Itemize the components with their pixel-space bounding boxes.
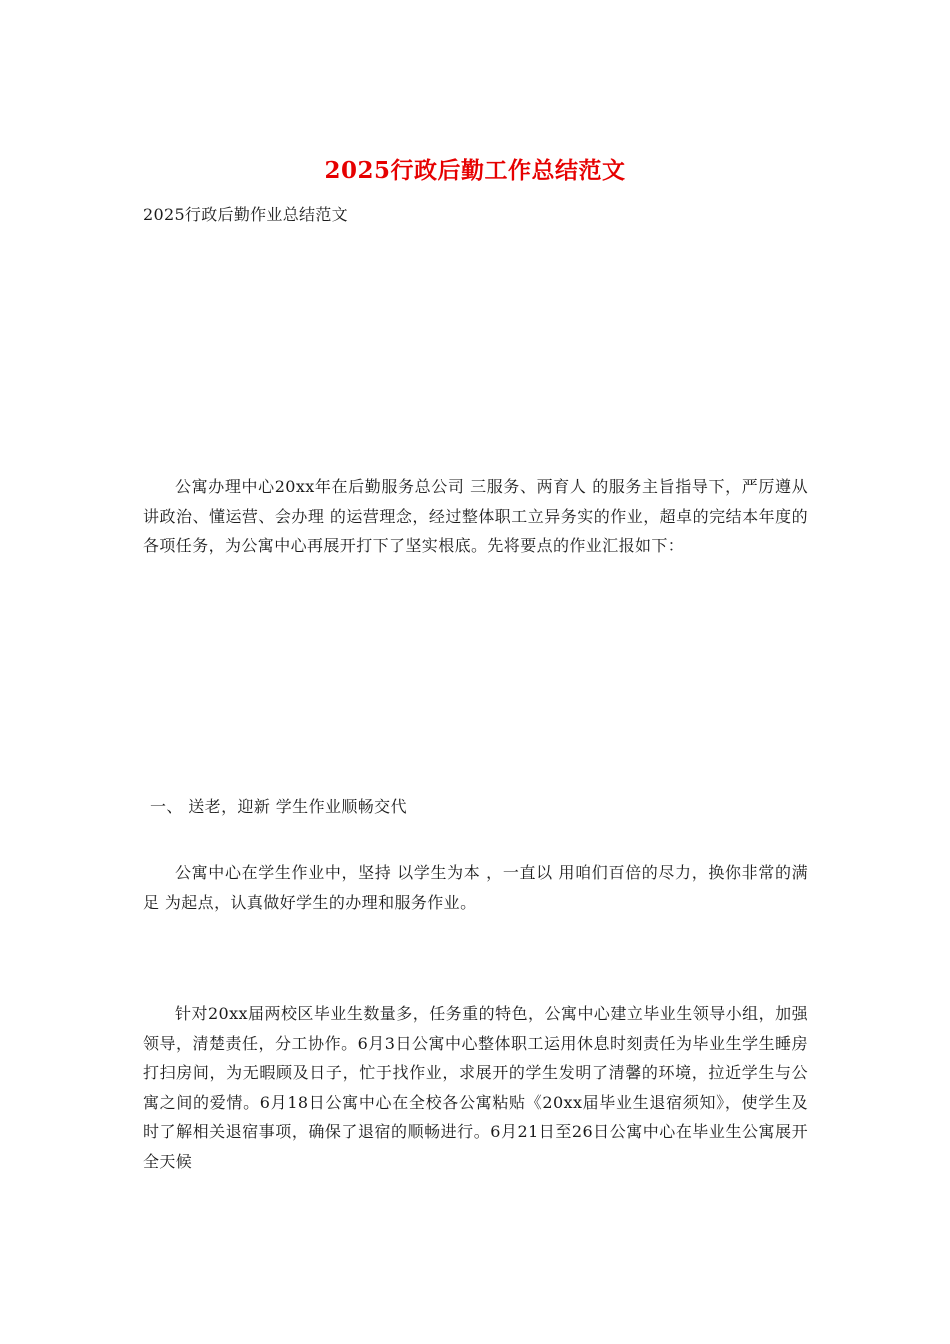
document-title: 2025行政后勤工作总结范文: [324, 157, 626, 184]
paragraph-intro: 公寓办理中心20xx年在后勤服务总公司 三服务、两育人 的服务主旨指导下，严厉遵从 讲政治、懂运营、会办理 的运营理念，经过整体职工立异务实的作业，超卓的完结本年度的各项任务，为公寓中心再展开打下了坚实根底。先将要点的作业汇报如下：: [143, 477, 808, 555]
paragraph-graduates: 针对20xx届两校区毕业生数量多，任务重的特色，公寓中心建立毕业生领导小组，加强领导，清楚责任，分工协作。6月3日公寓中心整体职工运用休息时刻责任为毕业生学生睡房打扫房间，为无暇顾及日子，忙于找作业，求展开的学生发明了清馨的环境，拉近学生与公寓之间的爱情。6月18日公寓中心在全校各公寓粘贴《20xx届毕业生退宿须知》，使学生及时了解相关退宿事项，确保了退宿的顺畅进行。6月21日至26日公寓中心在毕业生公寓展开 全天候: [143, 1004, 808, 1171]
paragraph-students: 公寓中心在学生作业中，坚持 以学生为本 ，一直以 用咱们百倍的尽力，换你非常的满足 为起点，认真做好学生的办理和服务作业。: [143, 863, 808, 912]
section-heading-1: 一、 送老，迎新 学生作业顺畅交代: [150, 797, 407, 816]
document-subtitle: 2025行政后勤作业总结范文: [143, 205, 348, 224]
